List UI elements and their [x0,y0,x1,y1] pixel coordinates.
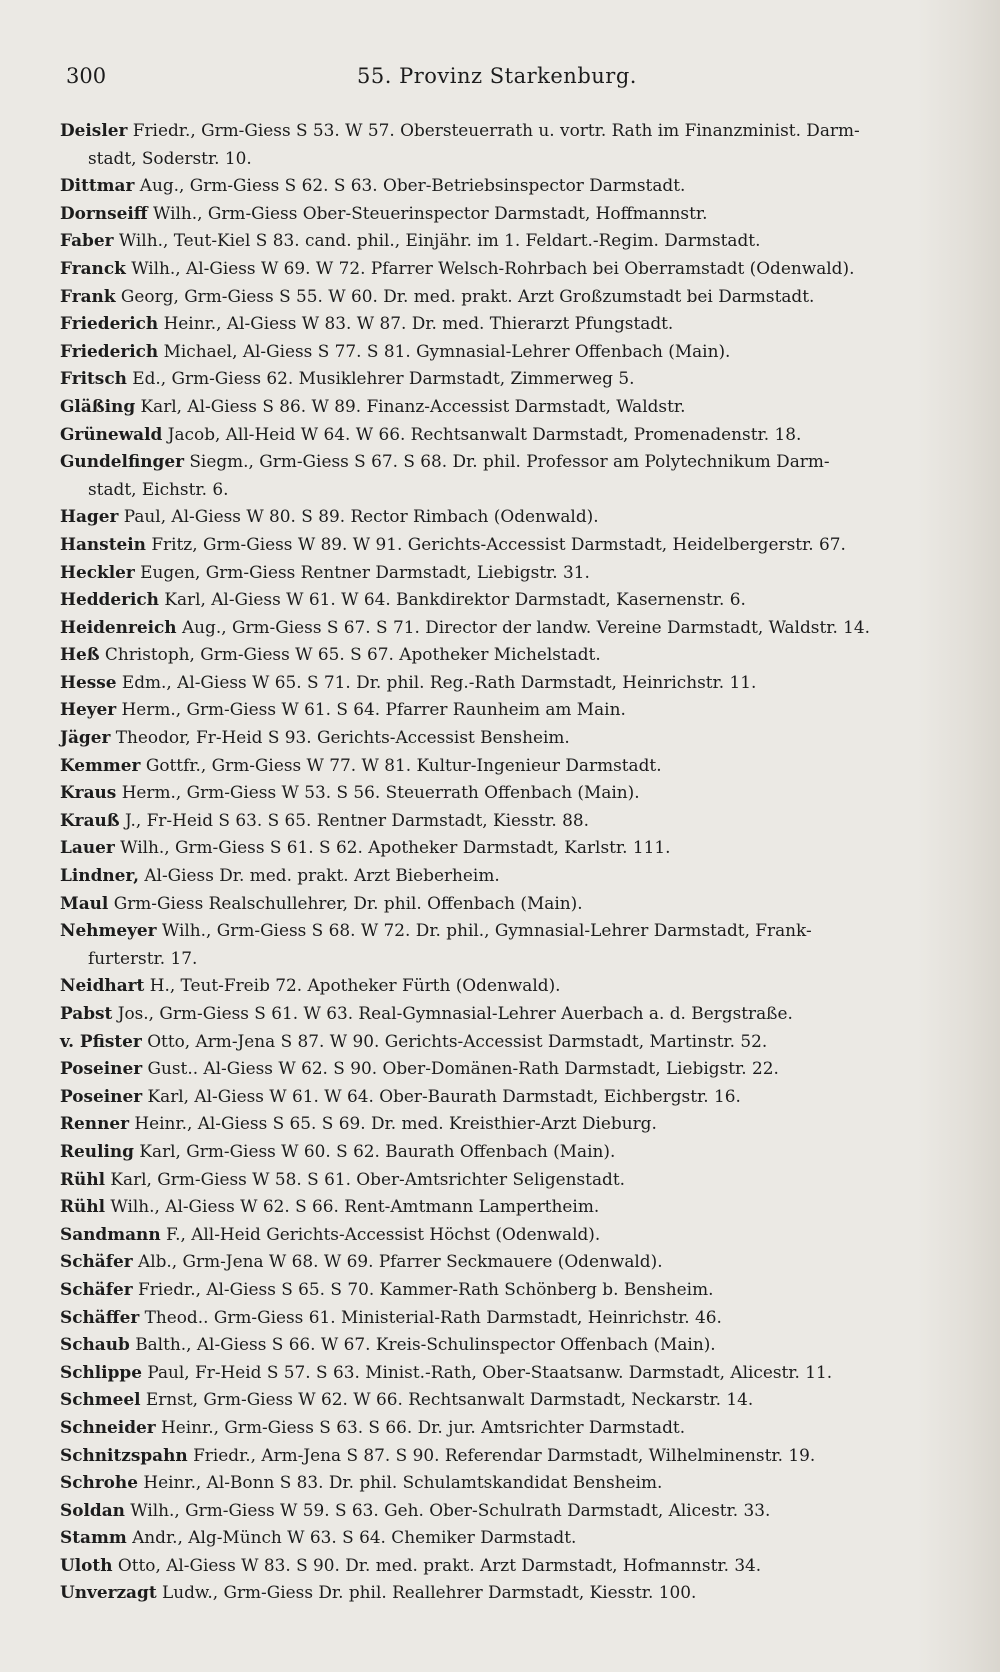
list-item [60,586,940,614]
entry-surname: Schneider [60,1416,156,1437]
list-item [60,1221,940,1249]
entry-surname: Schäffer [60,1306,140,1327]
entry-details: Gottfr., Grm-Giess W 77. W 81. Kultur-Ingenieur Darmstadt. [145,754,662,775]
entry-surname: Uloth [60,1554,113,1575]
entry-details: Wilh., Al-Giess W 69. W 72. Pfarrer Welsch-Rohrbach bei Oberramstadt (Odenwald). [131,257,855,278]
list-item [60,283,940,311]
entry-surname: Gläßing [60,395,136,416]
entry-surname: Hesse [60,671,117,692]
entry-details: Friedr., Arm-Jena S 87. S 90. Referendar Darmstadt, Wilhelminenstr. 19. [193,1444,816,1465]
list-item [60,1193,940,1221]
entry-surname: Grünewald [60,423,163,444]
entry-surname: Unverzagt [60,1582,157,1603]
list-item [60,614,940,642]
entry-surname: Friederich [60,340,159,361]
list-item [60,807,940,835]
entry-details: Paul, Al-Giess W 80. S 89. Rector Rimbach (Odenwald). [123,506,599,527]
entry-details: Grm-Giess Realschullehrer, Dr. phil. Offenbach (Main). [113,892,583,913]
list-item [60,1083,940,1111]
page-number: 300 [66,64,107,88]
list-item [60,890,940,918]
entry-details: Aug., Grm-Giess S 62. S 63. Ober-Betriebsinspector Darmstadt. [139,175,686,196]
entry-details: Ludw., Grm-Giess Dr. phil. Reallehrer Darmstadt, Kiesstr. 100. [162,1582,697,1603]
entry-surname: Schäfer [60,1251,133,1272]
entry-surname: Hanstein [60,533,146,554]
entry-details: Theodor, Fr-Heid S 93. Gerichts-Accessist Bensheim. [115,727,570,748]
entry-details: furterstr. 17. [88,947,198,968]
list-item [60,1331,940,1359]
entry-surname: Schmeel [60,1389,141,1410]
entry-surname: v. Pfister [60,1030,142,1051]
list-item [60,1138,940,1166]
entry-surname: Gundelfinger [60,451,184,472]
list-item [60,1579,940,1607]
entry-details: Friedr., Grm-Giess S 53. W 57. Obersteuerrath u. vortr. Rath im Finanzminist. Darm- [132,120,860,140]
list-item [60,531,940,559]
list-item [60,779,940,807]
entry-details: Wilh., Al-Giess W 62. S 66. Rent-Amtmann Lampertheim. [110,1196,600,1217]
list-item [60,448,940,476]
entry-details: Herm., Grm-Giess W 53. S 56. Steuerrath Offenbach (Main). [121,782,640,803]
entry-surname: Maul [60,892,109,913]
list-item [60,724,940,752]
entry-details: Wilh., Grm-Giess S 61. S 62. Apotheker Darmstadt, Karlstr. 111. [120,837,671,858]
entry-surname: Poseiner [60,1058,143,1079]
list-item [60,1552,940,1580]
entry-details: stadt, Eichstr. 6. [88,478,229,499]
entry-surname: Neidhart [60,975,145,996]
entry-surname: Deisler [60,120,128,140]
entry-surname: Rühl [60,1168,106,1189]
entry-details: J., Fr-Heid S 63. S 65. Rentner Darmstadt, Kiesstr. 88. [125,809,589,830]
list-item [60,117,940,145]
entry-surname: Reuling [60,1140,134,1161]
entry-surname: Frank [60,285,116,306]
entry-surname: Sandmann [60,1223,161,1244]
entry-details: F., All-Heid Gerichts-Accessist Höchst (Odenwald). [166,1223,601,1244]
entry-surname: Schäfer [60,1278,133,1299]
entry-surname: Schnitzspahn [60,1444,188,1465]
entry-surname: Heyer [60,699,117,720]
entry-details: Paul, Fr-Heid S 57. S 63. Minist.-Rath, Ober-Staatsanw. Darmstadt, Alicestr. 11. [147,1361,833,1382]
list-item [60,503,940,531]
entry-details: Otto, Arm-Jena S 87. W 90. Gerichts-Accessist Darmstadt, Martinstr. 52. [147,1030,768,1051]
entry-surname: Heckler [60,561,135,582]
entry-surname: Heß [60,644,100,665]
entry-details: stadt, Soderstr. 10. [88,147,252,168]
entry-details: Balth., Al-Giess S 66. W 67. Kreis-Schulinspector Offenbach (Main). [135,1334,716,1355]
entry-details: Heinr., Al-Giess W 83. W 87. Dr. med. Thierarzt Pfungstadt. [163,313,674,334]
entry-details: Karl, Grm-Giess W 60. S 62. Baurath Offenbach (Main). [139,1140,616,1161]
entry-details: Ed., Grm-Giess 62. Musiklehrer Darmstadt, Zimmerweg 5. [132,368,635,389]
list-item [60,696,940,724]
list-item-continuation [60,476,940,504]
list-item [60,1469,940,1497]
entry-details: Fritz, Grm-Giess W 89. W 91. Gerichts-Accessist Darmstadt, Heidelbergerstr. 67. [151,533,846,554]
entry-surname: Hedderich [60,589,159,610]
list-item [60,365,940,393]
entry-surname: Franck [60,257,126,278]
entry-surname: Poseiner [60,1085,143,1106]
list-item [60,338,940,366]
entry-details: Wilh., Grm-Giess S 68. W 72. Dr. phil., Gymnasial-Lehrer Darmstadt, Frank- [161,920,812,941]
entry-details: Heinr., Al-Giess S 65. S 69. Dr. med. Kreisthier-Arzt Dieburg. [134,1113,657,1134]
entry-details: Jos., Grm-Giess S 61. W 63. Real-Gymnasial-Lehrer Auerbach a. d. Bergstraße. [117,1003,793,1023]
entry-surname: Stamm [60,1527,127,1548]
list-item [60,310,940,338]
entry-details: Georg, Grm-Giess S 55. W 60. Dr. med. prakt. Arzt Großzumstadt bei Darmstadt. [120,285,815,306]
entry-surname: Lauer [60,837,115,858]
entry-details: Heinr., Al-Bonn S 83. Dr. phil. Schulamtskandidat Bensheim. [143,1472,663,1493]
list-item [60,669,940,697]
entry-surname: Renner [60,1113,129,1134]
page-header [62,64,932,94]
list-item [60,641,940,669]
list-item [60,1497,940,1525]
entry-details: Friedr., Al-Giess S 65. S 70. Kammer-Rath Schönberg b. Bensheim. [138,1278,714,1299]
list-item [60,1442,940,1470]
entry-details: Ernst, Grm-Giess W 62. W 66. Rechtsanwalt Darmstadt, Neckarstr. 14. [145,1389,754,1410]
entry-details: Alb., Grm-Jena W 68. W 69. Pfarrer Seckmauere (Odenwald). [138,1251,663,1272]
entry-surname: Krauß [60,809,120,830]
list-item [60,1166,940,1194]
entry-surname: Friederich [60,313,159,334]
entry-details: Christoph, Grm-Giess W 65. S 67. Apotheker Michelstadt. [104,644,601,665]
entry-details: Eugen, Grm-Giess Rentner Darmstadt, Liebigstr. 31. [140,561,590,582]
list-item [60,1414,940,1442]
list-item [60,1055,940,1083]
entry-details: Siegm., Grm-Giess S 67. S 68. Dr. phil. Professor am Polytechnikum Darm- [189,451,830,472]
entry-surname: Soldan [60,1499,125,1520]
list-item-continuation [60,145,940,173]
entry-details: Jacob, All-Heid W 64. W 66. Rechtsanwalt Darmstadt, Promenadenstr. 18. [167,423,802,444]
list-item [60,200,940,228]
list-item [60,1248,940,1276]
entry-details: Andr., Alg-Münch W 63. S 64. Chemiker Darmstadt. [132,1527,577,1548]
list-item [60,834,940,862]
entry-surname: Pabst [60,1003,113,1023]
list-item [60,752,940,780]
entry-details: Heinr., Grm-Giess S 63. S 66. Dr. jur. Amtsrichter Darmstadt. [161,1416,686,1437]
entry-surname: Lindner, [60,865,139,886]
entry-surname: Kemmer [60,754,141,775]
entry-details: Theod.. Grm-Giess 61. Ministerial-Rath Darmstadt, Heinrichstr. 46. [144,1306,722,1327]
entry-details: Edm., Al-Giess W 65. S 71. Dr. phil. Reg.-Rath Darmstadt, Heinrichstr. 11. [121,671,757,692]
entry-details: Wilh., Grm-Giess W 59. S 63. Geh. Ober-Schulrath Darmstadt, Alicestr. 33. [130,1499,771,1520]
entry-surname: Schlippe [60,1361,142,1382]
list-item [60,1304,940,1332]
entry-details: Al-Giess Dr. med. prakt. Arzt Bieberheim. [144,865,500,886]
entry-details: Karl, Al-Giess S 86. W 89. Finanz-Accessist Darmstadt, Waldstr. [140,395,686,416]
list-item [60,421,940,449]
entry-surname: Fritsch [60,368,127,389]
list-item [60,559,940,587]
entry-details: Otto, Al-Giess W 83. S 90. Dr. med. prakt. Arzt Darmstadt, Hofmannstr. 34. [117,1554,762,1575]
list-item [60,1276,940,1304]
list-item [60,227,940,255]
entry-details: Karl, Al-Giess W 61. W 64. Ober-Baurath Darmstadt, Eichbergstr. 16. [147,1085,741,1106]
entry-details: Michael, Al-Giess S 77. S 81. Gymnasial-Lehrer Offenbach (Main). [163,340,731,361]
list-item-continuation [60,945,940,973]
entry-details: Gust.. Al-Giess W 62. S 90. Ober-Domänen-Rath Darmstadt, Liebigstr. 22. [147,1058,779,1079]
list-item [60,1110,940,1138]
list-item [60,1359,940,1387]
list-item [60,1524,940,1552]
list-item [60,862,940,890]
member-list [60,117,940,1607]
entry-surname: Jäger [60,727,111,748]
entry-surname: Dittmar [60,175,135,196]
entry-surname: Schaub [60,1334,130,1355]
list-item [60,255,940,283]
entry-surname: Hager [60,506,119,527]
list-item [60,172,940,200]
entry-details: Wilh., Grm-Giess Ober-Steuerinspector Darmstadt, Hoffmannstr. [153,202,708,223]
running-title: 55. Provinz Starkenburg. [357,64,637,88]
entry-surname: Faber [60,230,114,251]
entry-surname: Nehmeyer [60,920,157,941]
entry-surname: Heidenreich [60,616,177,637]
entry-surname: Dornseiff [60,202,148,223]
list-item [60,917,940,945]
entry-details: Aug., Grm-Giess S 67. S 71. Director der landw. Vereine Darmstadt, Waldstr. 14. [181,616,871,637]
entry-surname: Rühl [60,1196,106,1217]
list-item [60,972,940,1000]
entry-details: Herm., Grm-Giess W 61. S 64. Pfarrer Raunheim am Main. [121,699,626,720]
list-item [60,393,940,421]
entry-details: H., Teut-Freib 72. Apotheker Fürth (Odenwald). [149,975,561,996]
entry-details: Karl, Al-Giess W 61. W 64. Bankdirektor Darmstadt, Kasernenstr. 6. [164,589,746,610]
list-item [60,1386,940,1414]
entry-surname: Schrohe [60,1472,138,1493]
entry-surname: Kraus [60,782,117,803]
entry-details: Wilh., Teut-Kiel S 83. cand. phil., Einjähr. im 1. Feldart.-Regim. Darmstadt. [118,230,761,251]
list-item [60,1000,940,1028]
entry-details: Karl, Grm-Giess W 58. S 61. Ober-Amtsrichter Seligenstadt. [110,1168,626,1189]
list-item [60,1028,940,1056]
